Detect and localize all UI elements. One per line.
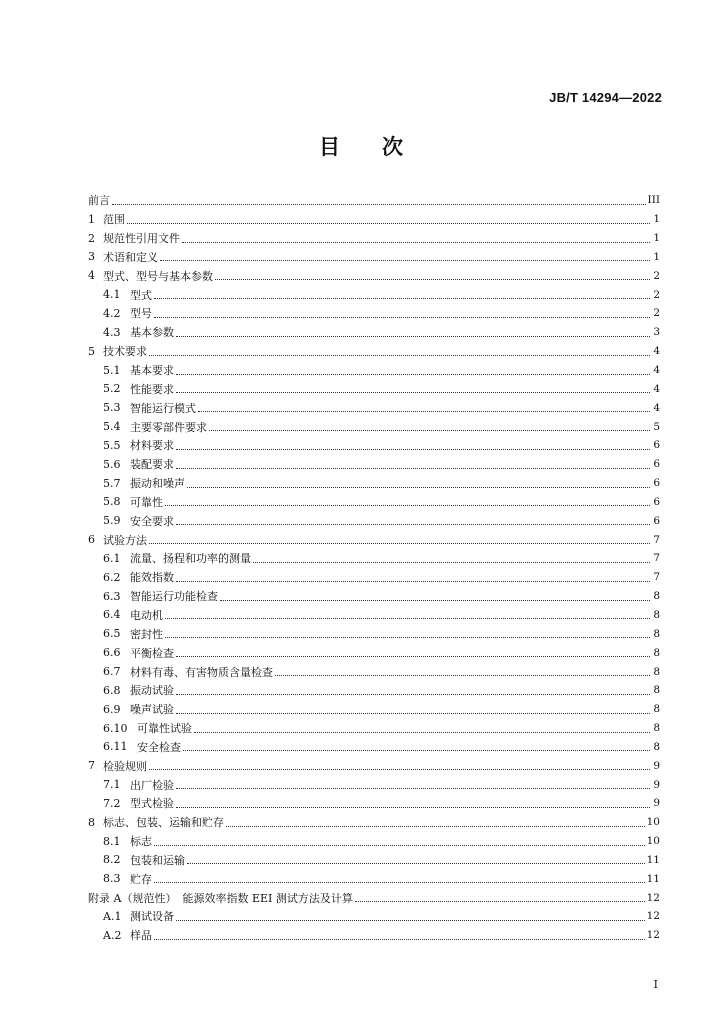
- toc-entry[interactable]: [88, 474, 660, 493]
- page-number: I: [653, 978, 658, 991]
- toc-entry-title: 型号: [130, 307, 152, 321]
- dot-leader: [183, 750, 650, 751]
- toc-entry[interactable]: [88, 191, 660, 210]
- toc-entry-page: 4: [653, 345, 660, 358]
- toc-entry-page: 5: [653, 420, 660, 433]
- title-part-2: 次: [382, 135, 405, 159]
- toc-entry-page: 7: [653, 552, 660, 565]
- dot-leader: [215, 279, 650, 280]
- toc-entry[interactable]: [88, 229, 660, 248]
- toc-entry-number: 6.4: [103, 608, 121, 622]
- toc-entry-title: 噪声试验: [130, 703, 174, 717]
- toc-entry-page: 12: [646, 891, 660, 904]
- toc-entry-number: 6.11: [103, 740, 128, 754]
- toc-entry[interactable]: [88, 304, 660, 323]
- toc-entry-page: 6: [653, 495, 660, 508]
- toc-entry-page: 9: [653, 797, 660, 810]
- table-of-contents: [88, 191, 660, 945]
- toc-entry-title: 技术要求: [103, 345, 147, 359]
- toc-entry-number: 6.10: [103, 721, 128, 735]
- toc-entry-number: 4.2: [103, 306, 121, 320]
- toc-entry[interactable]: [88, 342, 660, 361]
- toc-entry-page: 8: [653, 722, 660, 735]
- dot-leader: [176, 807, 650, 808]
- dot-leader: [176, 656, 650, 657]
- toc-entry-title: 基本参数: [130, 326, 174, 340]
- toc-entry-page: 8: [653, 608, 660, 621]
- toc-entry-page: 8: [653, 684, 660, 697]
- toc-entry-title: 可靠性: [130, 495, 163, 509]
- toc-entry-title: 电动机: [130, 608, 163, 622]
- toc-entry[interactable]: [88, 493, 660, 512]
- toc-entry-title: 范围: [103, 213, 125, 227]
- dot-leader: [149, 769, 650, 770]
- toc-entry-number: 8: [88, 815, 95, 829]
- toc-entry-number: A.2: [103, 928, 122, 942]
- toc-entry-number: 7.2: [103, 796, 121, 810]
- dot-leader: [165, 637, 650, 638]
- dot-leader: [176, 374, 650, 375]
- toc-entry-title: 密封性: [130, 627, 163, 641]
- toc-entry[interactable]: [88, 436, 660, 455]
- toc-entry[interactable]: [88, 737, 660, 756]
- toc-entry-title: 流量、扬程和功率的测量: [130, 552, 251, 566]
- toc-entry-page: 9: [653, 759, 660, 772]
- page-title: [0, 131, 724, 161]
- toc-entry[interactable]: [88, 813, 660, 832]
- toc-entry[interactable]: [88, 662, 660, 681]
- toc-entry[interactable]: [88, 643, 660, 662]
- standard-code: JB/T 14294—2022: [549, 90, 662, 105]
- toc-entry-page: 11: [646, 853, 660, 866]
- toc-entry-page: 11: [646, 872, 660, 885]
- toc-entry-number: 8.2: [103, 853, 121, 867]
- toc-entry-title: 包装和运输: [130, 853, 185, 867]
- toc-entry-title: 检验规则: [103, 759, 147, 773]
- toc-entry-title: 材料有毒、有害物质含量检查: [130, 665, 273, 679]
- dot-leader: [154, 845, 645, 846]
- toc-entry[interactable]: [88, 756, 660, 775]
- dot-leader: [154, 939, 645, 940]
- toc-entry-number: 5.1: [103, 363, 121, 377]
- toc-entry-number: 8.1: [103, 834, 121, 848]
- toc-entry[interactable]: [88, 379, 660, 398]
- dot-leader: [154, 317, 650, 318]
- toc-entry[interactable]: [88, 832, 660, 851]
- toc-entry[interactable]: [88, 907, 660, 926]
- toc-entry-page: 4: [653, 382, 660, 395]
- toc-entry-number: 5.7: [103, 476, 121, 490]
- toc-entry-number: 7.1: [103, 778, 121, 792]
- toc-entry-number: A.1: [103, 909, 122, 923]
- toc-entry-number: 6.9: [103, 702, 121, 716]
- toc-entry-number: 4.1: [103, 288, 121, 302]
- dot-leader: [355, 901, 645, 902]
- toc-entry-page: 8: [653, 740, 660, 753]
- toc-entry-page: 3: [653, 326, 660, 339]
- toc-entry-number: 5.6: [103, 457, 121, 471]
- toc-entry-number: 4.3: [103, 325, 121, 339]
- toc-entry-number: 1: [88, 212, 95, 226]
- toc-entry-title: 测试设备: [130, 910, 174, 924]
- toc-entry-number: 6.2: [103, 570, 121, 584]
- toc-entry-page: 8: [653, 665, 660, 678]
- toc-entry-title: 平衡检查: [130, 646, 174, 660]
- toc-entry[interactable]: [88, 587, 660, 606]
- toc-entry-page: 2: [653, 269, 660, 282]
- toc-entry-title: 智能运行功能检查: [130, 590, 218, 604]
- dot-leader: [176, 694, 650, 695]
- dot-leader: [176, 920, 645, 921]
- toc-entry[interactable]: [88, 248, 660, 267]
- toc-entry-number: 5.4: [103, 420, 121, 434]
- toc-entry[interactable]: [88, 285, 660, 304]
- toc-entry-title: 基本要求: [130, 364, 174, 378]
- dot-leader: [176, 713, 650, 714]
- toc-entry-title: 型式、型号与基本参数: [103, 269, 213, 283]
- dot-leader: [154, 882, 645, 883]
- toc-entry[interactable]: [88, 888, 660, 907]
- toc-entry-number: 6.5: [103, 627, 121, 641]
- toc-entry-title: 智能运行模式: [130, 401, 196, 415]
- toc-entry-page: 2: [653, 288, 660, 301]
- toc-entry-title: 型式: [130, 288, 152, 302]
- toc-entry-page: 6: [653, 458, 660, 471]
- toc-entry[interactable]: [88, 681, 660, 700]
- toc-entry-page: 6: [653, 439, 660, 452]
- dot-leader: [187, 863, 645, 864]
- dot-leader: [176, 392, 650, 393]
- dot-leader: [226, 826, 645, 827]
- toc-entry-page: 8: [653, 646, 660, 659]
- dot-leader: [165, 618, 650, 619]
- toc-entry-page: 10: [646, 816, 660, 829]
- dot-leader: [176, 524, 650, 525]
- dot-leader: [176, 449, 650, 450]
- toc-entry-number: 5.2: [103, 382, 121, 396]
- toc-entry-page: 8: [653, 703, 660, 716]
- toc-entry-number: 5.8: [103, 495, 121, 509]
- toc-entry-title: 装配要求: [130, 458, 174, 472]
- toc-entry-number: 附录 A（规范性）: [88, 891, 177, 905]
- toc-entry-title: 振动和噪声: [130, 477, 185, 491]
- toc-entry-page: 7: [653, 571, 660, 584]
- dot-leader: [165, 505, 650, 506]
- toc-entry[interactable]: [88, 568, 660, 587]
- toc-entry[interactable]: [88, 926, 660, 945]
- toc-entry-title: 材料要求: [130, 439, 174, 453]
- toc-entry-page: 1: [653, 232, 660, 245]
- dot-leader: [176, 581, 650, 582]
- toc-entry-number: 6.6: [103, 646, 121, 660]
- toc-entry-title: 标志: [130, 835, 152, 849]
- toc-entry[interactable]: [88, 700, 660, 719]
- toc-entry-title: 能效指数: [130, 571, 174, 585]
- dot-leader: [176, 336, 650, 337]
- dot-leader: [198, 411, 650, 412]
- dot-leader: [220, 600, 650, 601]
- toc-entry-number: 5: [88, 344, 95, 358]
- toc-entry-title: 前言: [88, 194, 110, 208]
- toc-entry-page: 10: [646, 835, 660, 848]
- toc-entry[interactable]: [88, 323, 660, 342]
- toc-entry-title: 主要零部件要求: [130, 420, 207, 434]
- toc-entry-number: 6.7: [103, 665, 121, 679]
- dot-leader: [112, 204, 646, 205]
- toc-entry[interactable]: [88, 361, 660, 380]
- toc-entry-title: 规范性引用文件: [103, 232, 180, 246]
- toc-entry-page: 7: [653, 533, 660, 546]
- dot-leader: [176, 468, 650, 469]
- dot-leader: [127, 223, 650, 224]
- toc-entry[interactable]: [88, 794, 660, 813]
- toc-entry-page: 4: [653, 401, 660, 414]
- toc-entry-title: 标志、包装、运输和贮存: [103, 816, 224, 830]
- toc-entry-title: 术语和定义: [103, 250, 158, 264]
- toc-entry-page: 8: [653, 627, 660, 640]
- dot-leader: [160, 260, 650, 261]
- dot-leader: [194, 732, 650, 733]
- toc-entry-title: 可靠性试验: [137, 722, 192, 736]
- toc-entry[interactable]: [88, 417, 660, 436]
- toc-entry-title: 安全要求: [130, 514, 174, 528]
- toc-entry-number: 5.9: [103, 514, 121, 528]
- toc-entry[interactable]: [88, 266, 660, 285]
- toc-entry-page: 8: [653, 590, 660, 603]
- toc-entry-page: 6: [653, 477, 660, 490]
- toc-entry[interactable]: [88, 511, 660, 530]
- toc-entry-number: 2: [88, 231, 95, 245]
- toc-entry[interactable]: [88, 455, 660, 474]
- toc-entry-title: 能源效率指数 EEI 测试方法及计算: [182, 891, 353, 905]
- toc-entry[interactable]: [88, 549, 660, 568]
- toc-entry-number: 5.3: [103, 401, 121, 415]
- toc-entry[interactable]: [88, 606, 660, 625]
- dot-leader: [149, 543, 650, 544]
- toc-entry-number: 4: [88, 269, 95, 283]
- toc-entry-title: 型式检验: [130, 797, 174, 811]
- toc-entry-number: 6.1: [103, 551, 121, 565]
- toc-entry-page: 2: [653, 307, 660, 320]
- toc-entry-title: 性能要求: [130, 382, 174, 396]
- dot-leader: [154, 298, 650, 299]
- dot-leader: [209, 430, 650, 431]
- toc-entry-page: 9: [653, 778, 660, 791]
- dot-leader: [176, 788, 650, 789]
- toc-entry-number: 8.3: [103, 872, 121, 886]
- toc-entry-title: 样品: [130, 929, 152, 943]
- toc-entry-page: 4: [653, 364, 660, 377]
- toc-entry[interactable]: [88, 398, 660, 417]
- toc-entry-page: III: [647, 194, 660, 207]
- toc-entry-number: 6.3: [103, 589, 121, 603]
- toc-entry[interactable]: [88, 530, 660, 549]
- toc-entry-title: 安全检查: [137, 740, 181, 754]
- dot-leader: [253, 562, 650, 563]
- toc-entry-title: 贮存: [130, 872, 152, 886]
- toc-entry[interactable]: [88, 869, 660, 888]
- toc-entry-page: 1: [653, 213, 660, 226]
- toc-entry[interactable]: [88, 624, 660, 643]
- toc-entry-number: 7: [88, 759, 95, 773]
- toc-entry[interactable]: [88, 719, 660, 738]
- dot-leader: [182, 242, 650, 243]
- toc-entry-page: 12: [646, 910, 660, 923]
- toc-entry-number: 5.5: [103, 438, 121, 452]
- dot-leader: [149, 355, 650, 356]
- toc-entry-page: 1: [653, 250, 660, 263]
- dot-leader: [187, 487, 650, 488]
- dot-leader: [275, 675, 650, 676]
- toc-entry-page: 12: [646, 929, 660, 942]
- toc-entry-title: 出厂检验: [130, 778, 174, 792]
- toc-entry[interactable]: [88, 210, 660, 229]
- toc-entry-number: 6.8: [103, 683, 121, 697]
- toc-entry[interactable]: [88, 775, 660, 794]
- toc-entry[interactable]: [88, 851, 660, 870]
- toc-entry-title: 试验方法: [103, 533, 147, 547]
- toc-entry-page: 6: [653, 514, 660, 527]
- toc-entry-number: 3: [88, 250, 95, 264]
- toc-entry-number: 6: [88, 533, 95, 547]
- title-part-1: 目: [319, 135, 342, 159]
- toc-entry-title: 振动试验: [130, 684, 174, 698]
